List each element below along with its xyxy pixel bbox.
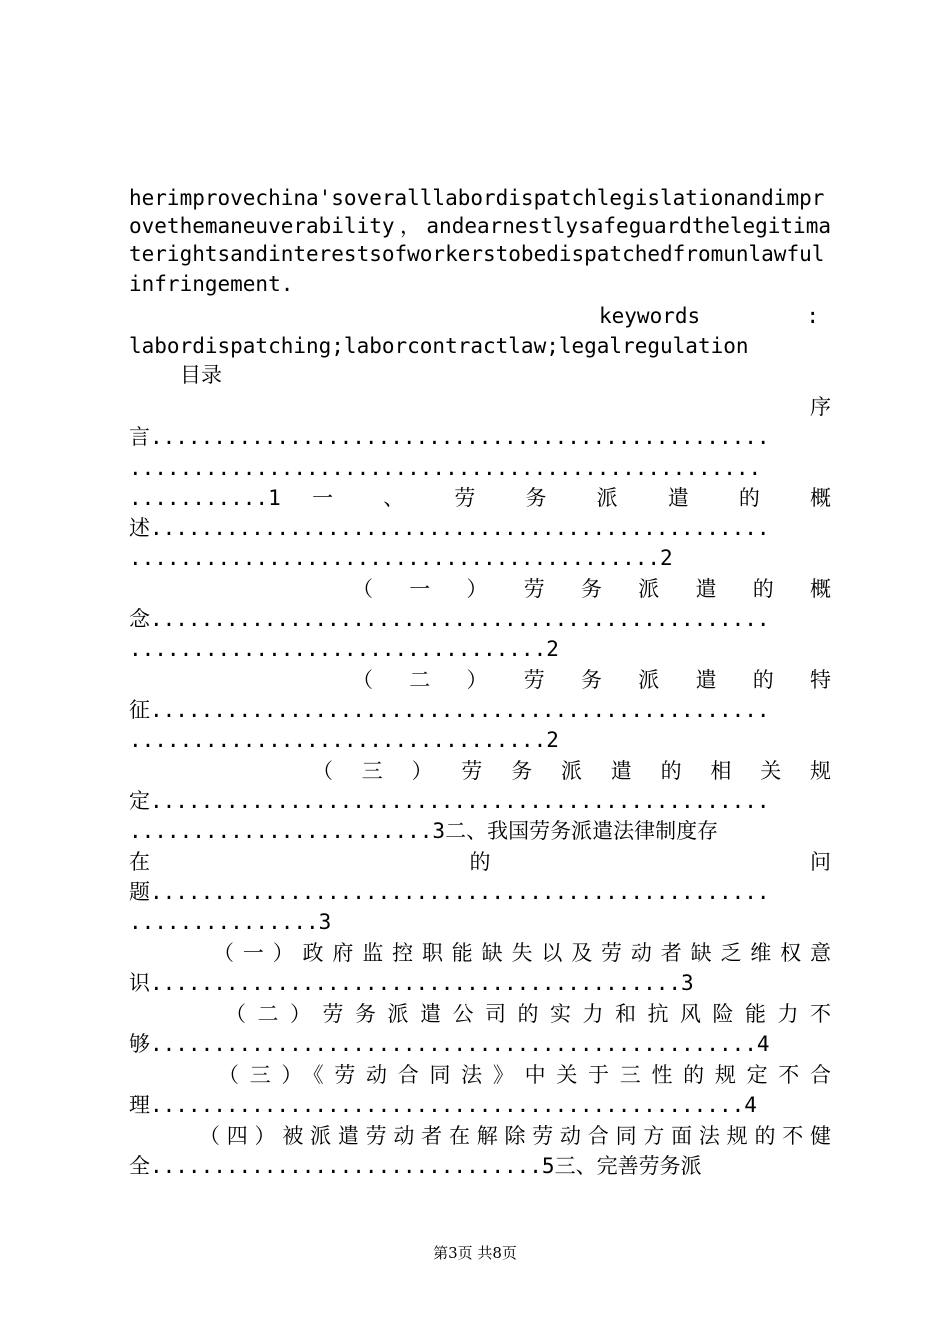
toc-heading: 目录 — [180, 363, 222, 387]
toc-line: ...............3 — [129, 910, 332, 934]
abstract-line: ovethemaneuverability，andearnestlysafeguardthelegitima — [129, 214, 831, 238]
toc-line: （二）劳务派遣公司的实力和抗风险能力不 — [225, 1002, 831, 1026]
toc-line: 序 — [810, 395, 831, 419]
toc-line: 题................................................. — [129, 880, 770, 904]
toc-line: ........................3二、我国劳务派遣法律制度存 — [129, 819, 719, 843]
toc-line: 在 的 问 — [129, 850, 831, 874]
toc-line: 理...............................................4 — [129, 1093, 757, 1117]
toc-line: 全...............................5三、完善劳务派 — [129, 1154, 702, 1178]
abstract-line: terightsandinterestsofworkerstobedispatchedfromunlawful — [129, 242, 825, 266]
toc-line: （一）政府监控职能缺失以及劳动者缺乏维权意 — [213, 941, 831, 965]
toc-line: 定................................................. — [129, 789, 770, 813]
abstract-line: infringement. — [129, 272, 294, 296]
toc-line: （ 二 ） 劳 务 派 遣 的 特 — [352, 668, 831, 692]
toc-line: （ 三 ） 劳 务 派 遣 的 相 关 规 — [312, 759, 831, 783]
keywords-label: keywords — [599, 304, 701, 328]
toc-line: .................................2 — [129, 637, 559, 661]
toc-line: ...........1 一 、 劳 务 派 遣 的 概 — [129, 486, 831, 510]
toc-line: .................................2 — [129, 728, 559, 752]
abstract-line: herimprovechina'soveralllabordispatchlegislationandimpr — [129, 186, 825, 210]
toc-line: （ 一 ） 劳 务 派 遣 的 概 — [352, 577, 831, 601]
toc-line: 念................................................. — [129, 607, 770, 631]
toc-line: 够................................................4 — [129, 1032, 770, 1056]
toc-line: ..........................................2 — [129, 546, 673, 570]
toc-line: 言................................................. — [129, 425, 770, 449]
keywords-text: labordispatching;laborcontractlaw;legalregulation — [129, 334, 749, 358]
toc-line: 识..........................................3 — [129, 971, 694, 995]
toc-line: （四）被派遣劳动者在解除劳动合同方面法规的不健 — [199, 1124, 831, 1148]
keywords-colon: : — [806, 304, 819, 328]
toc-line: 述................................................. — [129, 516, 770, 540]
keywords-label-line — [129, 302, 831, 330]
toc-line: .................................................. — [129, 456, 762, 480]
toc-line: 征................................................. — [129, 698, 770, 722]
page-footer: 第3页 共8页 — [433, 1244, 517, 1262]
toc-line: （三）《劳动合同法》中关于三性的规定不合 — [218, 1063, 831, 1087]
